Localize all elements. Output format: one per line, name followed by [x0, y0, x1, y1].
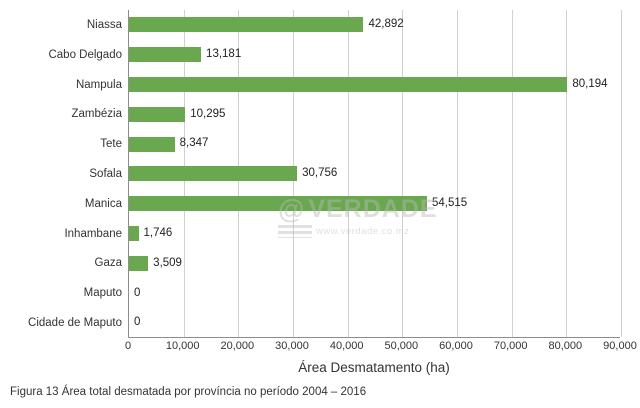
y-axis-label: Niassa [86, 18, 122, 31]
y-axis-label: Cabo Delgado [48, 48, 122, 61]
bar [129, 137, 175, 152]
x-axis-tick-label: 0 [124, 340, 132, 352]
x-axis-tick-labels [124, 340, 637, 356]
y-axis-label: Sofala [89, 168, 122, 180]
plot-area [128, 10, 620, 338]
bar-value-label: 10,295 [190, 107, 226, 120]
bar [129, 226, 139, 241]
bar [129, 77, 567, 92]
bar-value-label: 42,892 [368, 18, 404, 31]
bar [129, 256, 148, 271]
y-axis-category-labels [0, 10, 122, 338]
x-axis-tick-label: 60,000 [439, 340, 473, 352]
bar-row [129, 99, 620, 129]
bar [129, 107, 185, 122]
bar-value-label: 13,181 [206, 47, 242, 60]
bar-value-label: 30,756 [302, 167, 338, 180]
y-axis-label: Tete [100, 138, 122, 151]
watermark-at-symbol: @ [278, 194, 305, 224]
bar-row [129, 308, 620, 338]
y-axis-label: Inhambane [64, 227, 122, 240]
y-axis-label: Maputo [83, 287, 122, 300]
bar-rows [129, 10, 620, 337]
y-axis-label: Gaza [94, 257, 122, 270]
bar-value-label: 8,347 [179, 137, 209, 150]
bar [129, 17, 363, 32]
x-axis-title: Área Desmatamento (ha) [298, 360, 450, 375]
bar [129, 47, 201, 62]
bar-row [129, 189, 620, 219]
y-axis-label: Nampula [75, 78, 122, 91]
bar-row [129, 249, 620, 279]
x-axis-tick-label: 30,000 [275, 340, 309, 352]
bar [129, 166, 297, 181]
gridline [621, 10, 622, 337]
figure-caption: Figura 13 Área total desmatada por província no período 2004 – 2016 [10, 386, 367, 398]
y-axis-label: Manica [84, 197, 122, 210]
bar-row [129, 219, 620, 249]
bar-row [129, 129, 620, 159]
bar-row [129, 70, 620, 100]
bar [129, 196, 427, 211]
watermark-brand: VERDADE [308, 195, 438, 223]
bar-row [129, 40, 620, 70]
bar-value-label: 3,509 [153, 256, 182, 269]
y-axis-label: Zambézia [71, 108, 122, 121]
x-axis-tick-label: 80,000 [548, 340, 583, 352]
bar-value-label: 1,746 [143, 226, 173, 239]
bar-row [129, 10, 620, 40]
bar-row [129, 159, 620, 189]
bar-value-label: 54,515 [432, 197, 468, 210]
x-axis-tick-label: 40,000 [329, 340, 364, 352]
y-axis-label: Cidade de Maputo [28, 317, 122, 330]
x-axis-tick-label: 20,000 [220, 340, 255, 352]
x-axis-tick-label: 10,000 [165, 340, 200, 352]
bar-row [129, 278, 620, 308]
bar-value-label: 0 [134, 286, 141, 299]
x-axis-tick-label: 90,000 [603, 340, 637, 352]
bar-value-label: 80,194 [572, 77, 608, 90]
bar-value-label: 0 [134, 316, 141, 329]
x-axis-tick-label: 50,000 [384, 340, 419, 352]
watermark-url: www.verdade.co.mz [316, 226, 410, 237]
x-axis-tick-label: 70,000 [493, 340, 528, 352]
